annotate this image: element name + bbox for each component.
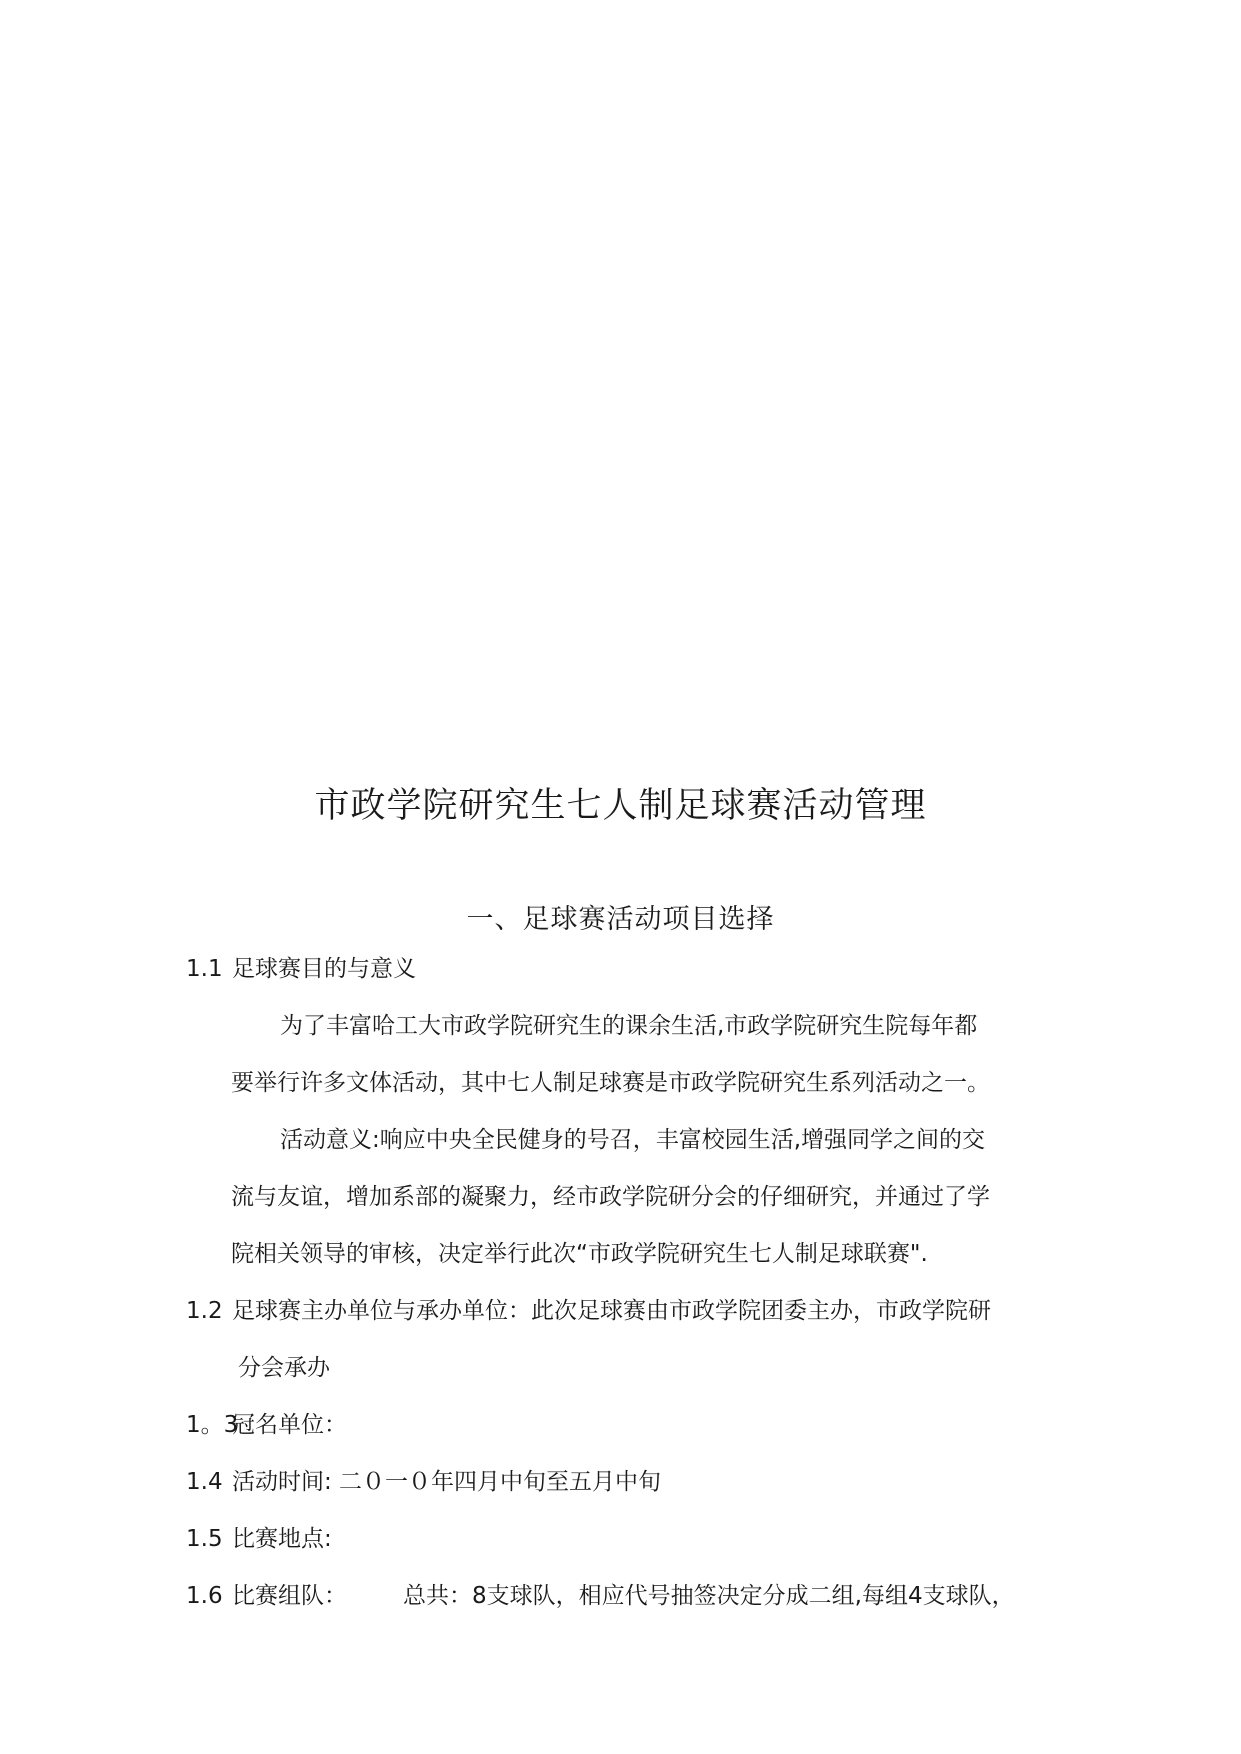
item-text: 活动时间: 二０一０年四月中旬至五月中旬 <box>232 1469 662 1495</box>
item-1-6 <box>186 1581 1015 1611</box>
item-1-2-continuation: 分会承办 <box>238 1355 330 1381</box>
item-1-3 <box>186 1410 347 1440</box>
item-text: 总共：8支球队，相应代号抽签决定分成二组,每组4支球队， <box>403 1583 1015 1609</box>
item-1-1 <box>186 954 416 984</box>
section-heading: 一、足球赛活动项目选择 <box>466 904 775 935</box>
paragraph-1-line-2: 要举行许多文体活动，其中七人制足球赛是市政学院研究生系列活动之一。 <box>231 1070 990 1096</box>
item-number: 1.1 <box>186 956 223 982</box>
item-text: 足球赛目的与意义 <box>232 956 416 982</box>
item-text: 比赛地点: <box>232 1526 332 1552</box>
paragraph-2-line-2: 流与友谊，增加系部的凝聚力，经市政学院研分会的仔细研究，并通过了学 <box>231 1184 990 1210</box>
item-number: 1.2 <box>186 1298 223 1324</box>
document-title: 市政学院研究生七人制足球赛活动管理 <box>314 786 927 826</box>
item-number: 1.4 <box>186 1469 223 1495</box>
item-number: 1。3 <box>186 1412 239 1438</box>
item-text: 冠名单位： <box>232 1412 347 1438</box>
paragraph-1-line-1: 为了丰富哈工大市政学院研究生的课余生活,市政学院研究生院每年都 <box>280 1013 978 1039</box>
item-label: 比赛组队： <box>232 1583 347 1609</box>
item-1-5 <box>186 1524 332 1554</box>
item-1-4 <box>186 1467 661 1497</box>
item-text: 足球赛主办单位与承办单位：此次足球赛由市政学院团委主办，市政学院研 <box>232 1298 991 1324</box>
item-number: 1.5 <box>186 1526 223 1552</box>
item-number: 1.6 <box>186 1583 223 1609</box>
paragraph-2-line-3: 院相关领导的审核，决定举行此次“市政学院研究生七人制足球联赛". <box>231 1241 928 1267</box>
item-1-2 <box>186 1296 991 1326</box>
paragraph-2-line-1: 活动意义:响应中央全民健身的号召，丰富校园生活,增强同学之间的交 <box>280 1127 986 1153</box>
